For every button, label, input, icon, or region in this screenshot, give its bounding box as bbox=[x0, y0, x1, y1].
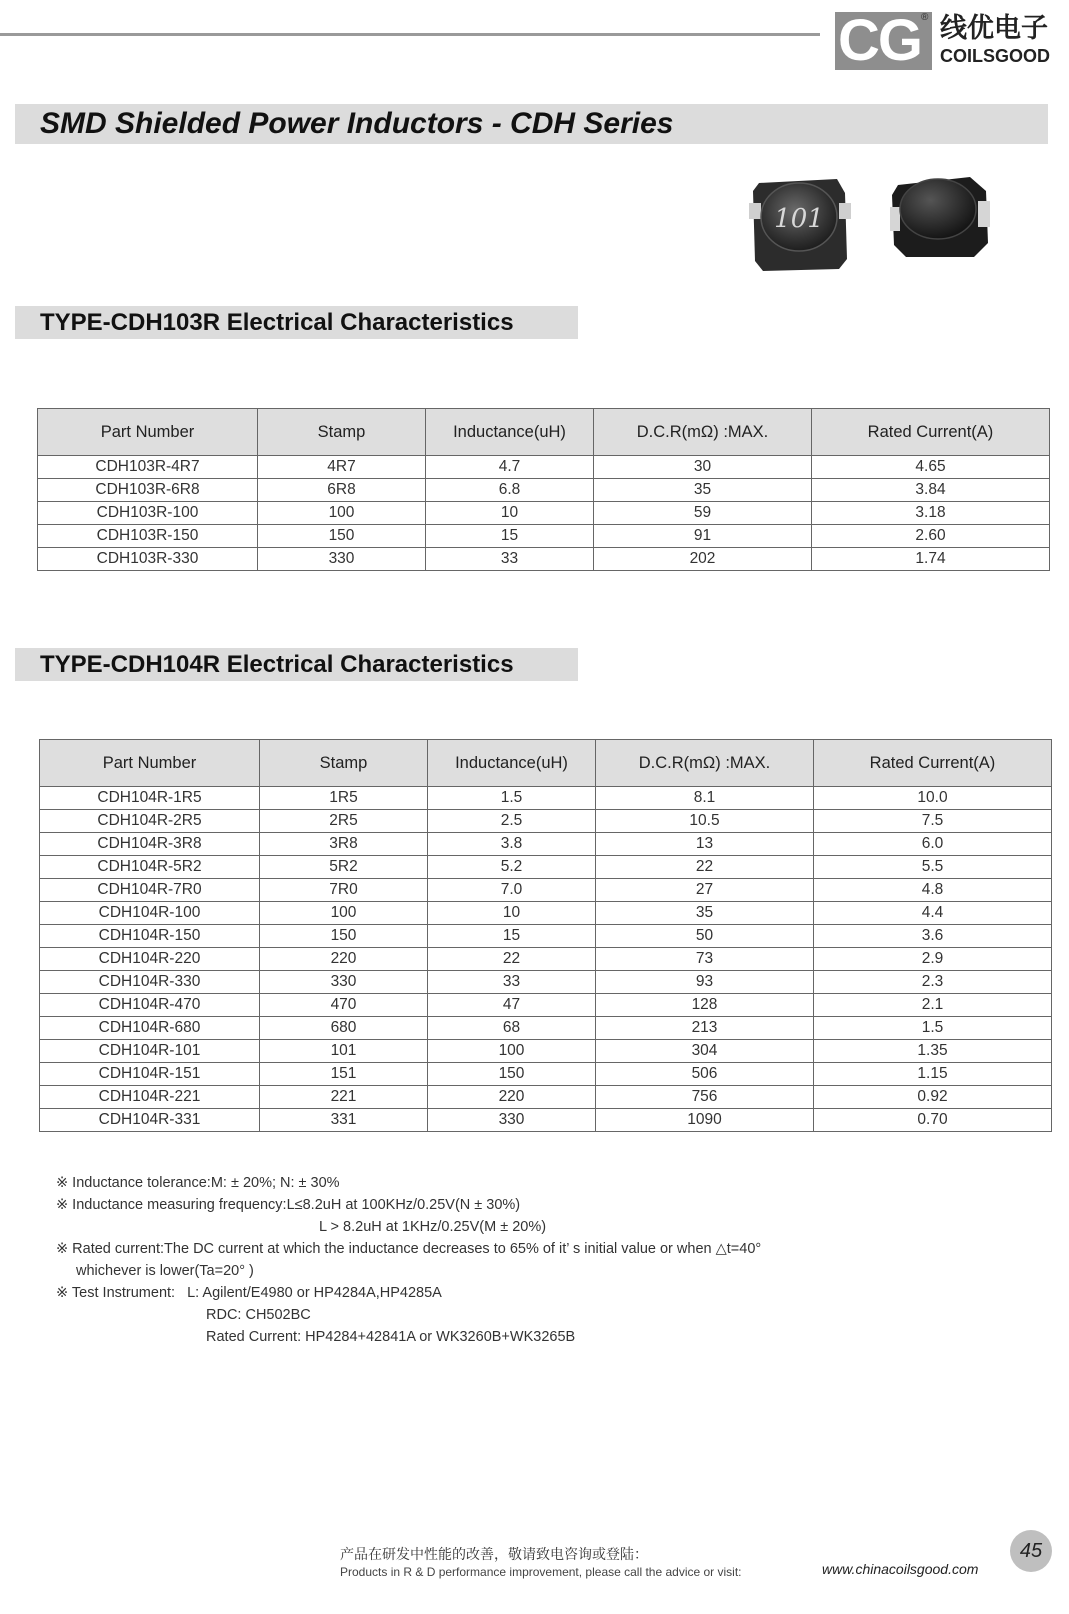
cell-inductance: 220 bbox=[428, 1086, 596, 1109]
cell-inductance: 15 bbox=[426, 525, 594, 548]
cell-stamp: 100 bbox=[258, 502, 426, 525]
cell-part-number: CDH104R-331 bbox=[40, 1109, 260, 1132]
cell-rated-current: 10.0 bbox=[814, 787, 1052, 810]
cell-inductance: 6.8 bbox=[426, 479, 594, 502]
cdh103r-spec-table bbox=[37, 408, 1050, 571]
table-header-row bbox=[40, 740, 1052, 787]
col-rated-current: Rated Current(A) bbox=[814, 740, 1052, 787]
cell-part-number: CDH103R-150 bbox=[38, 525, 258, 548]
cell-stamp: 5R2 bbox=[260, 856, 428, 879]
note-test-rdc: RDC: CH502BC bbox=[206, 1307, 311, 1323]
cell-rated-current: 0.92 bbox=[814, 1086, 1052, 1109]
cell-dcr: 73 bbox=[596, 948, 814, 971]
note-tolerance: ※ Inductance tolerance:M: ± 20%; N: ± 30% bbox=[56, 1175, 340, 1191]
note-test-l: L: Agilent/E4980 or HP4284A,HP4285A bbox=[187, 1285, 442, 1301]
cell-stamp: 1R5 bbox=[260, 787, 428, 810]
note-test-label: ※ Test Instrument: bbox=[56, 1285, 176, 1301]
cell-inductance: 4.7 bbox=[426, 456, 594, 479]
cell-dcr: 13 bbox=[596, 833, 814, 856]
cell-stamp: 151 bbox=[260, 1063, 428, 1086]
cell-part-number: CDH104R-680 bbox=[40, 1017, 260, 1040]
cell-part-number: CDH104R-101 bbox=[40, 1040, 260, 1063]
cell-stamp: 7R0 bbox=[260, 879, 428, 902]
page-number: 45 bbox=[1010, 1530, 1052, 1572]
table-row bbox=[40, 948, 1052, 971]
cell-stamp: 680 bbox=[260, 1017, 428, 1040]
cell-rated-current: 5.5 bbox=[814, 856, 1052, 879]
table-row bbox=[40, 787, 1052, 810]
cell-stamp: 150 bbox=[260, 925, 428, 948]
cell-inductance: 68 bbox=[428, 1017, 596, 1040]
col-stamp: Stamp bbox=[258, 409, 426, 456]
cdh104r-spec-table bbox=[39, 739, 1052, 1132]
col-part-number: Part Number bbox=[38, 409, 258, 456]
cell-stamp: 330 bbox=[258, 548, 426, 571]
cell-inductance: 330 bbox=[428, 1109, 596, 1132]
cell-inductance: 100 bbox=[428, 1040, 596, 1063]
note-frequency-line1: ※ Inductance measuring frequency:L≤8.2uH at 100KHz/0.25V(N ± 30%) bbox=[56, 1197, 521, 1213]
col-dcr: D.C.R(mΩ) :MAX. bbox=[596, 740, 814, 787]
logo-english-name: COILSGOOD bbox=[940, 46, 1051, 66]
inductor-angled-view-image bbox=[890, 173, 990, 259]
cell-dcr: 1090 bbox=[596, 1109, 814, 1132]
cell-stamp: 100 bbox=[260, 902, 428, 925]
cell-dcr: 59 bbox=[594, 502, 812, 525]
col-inductance: Inductance(uH) bbox=[428, 740, 596, 787]
table-row bbox=[38, 502, 1050, 525]
cell-dcr: 27 bbox=[596, 879, 814, 902]
cell-inductance: 5.2 bbox=[428, 856, 596, 879]
cell-stamp: 150 bbox=[258, 525, 426, 548]
table-row bbox=[40, 856, 1052, 879]
cell-dcr: 91 bbox=[594, 525, 812, 548]
cell-dcr: 50 bbox=[596, 925, 814, 948]
cell-rated-current: 6.0 bbox=[814, 833, 1052, 856]
cell-stamp: 6R8 bbox=[258, 479, 426, 502]
cell-stamp: 3R8 bbox=[260, 833, 428, 856]
cell-rated-current: 1.15 bbox=[814, 1063, 1052, 1086]
cell-dcr: 304 bbox=[596, 1040, 814, 1063]
cell-rated-current: 0.70 bbox=[814, 1109, 1052, 1132]
table-header-row bbox=[38, 409, 1050, 456]
cell-part-number: CDH104R-100 bbox=[40, 902, 260, 925]
cell-rated-current: 2.9 bbox=[814, 948, 1052, 971]
cell-inductance: 22 bbox=[428, 948, 596, 971]
cell-dcr: 213 bbox=[596, 1017, 814, 1040]
cell-stamp: 4R7 bbox=[258, 456, 426, 479]
col-dcr: D.C.R(mΩ) :MAX. bbox=[594, 409, 812, 456]
footer-english-text: Products in R & D performance improvement, please call the advice or visit: bbox=[340, 1565, 742, 1579]
logo-registered-mark: ® bbox=[921, 12, 929, 23]
table-row bbox=[40, 971, 1052, 994]
cell-stamp: 221 bbox=[260, 1086, 428, 1109]
table-row bbox=[40, 1109, 1052, 1132]
cell-rated-current: 4.4 bbox=[814, 902, 1052, 925]
cell-rated-current: 4.8 bbox=[814, 879, 1052, 902]
table-row bbox=[40, 1086, 1052, 1109]
note-frequency-line2: L > 8.2uH at 1KHz/0.25V(M ± 20%) bbox=[319, 1219, 547, 1235]
table-row bbox=[40, 833, 1052, 856]
cell-part-number: CDH104R-221 bbox=[40, 1086, 260, 1109]
cell-inductance: 7.0 bbox=[428, 879, 596, 902]
cell-part-number: CDH104R-2R5 bbox=[40, 810, 260, 833]
cell-rated-current: 3.6 bbox=[814, 925, 1052, 948]
cell-rated-current: 2.60 bbox=[812, 525, 1050, 548]
cell-part-number: CDH104R-7R0 bbox=[40, 879, 260, 902]
table-row bbox=[40, 1017, 1052, 1040]
cell-stamp: 330 bbox=[260, 971, 428, 994]
cell-rated-current: 1.74 bbox=[812, 548, 1050, 571]
cell-dcr: 128 bbox=[596, 994, 814, 1017]
table-row bbox=[40, 925, 1052, 948]
cell-inductance: 47 bbox=[428, 994, 596, 1017]
cell-inductance: 150 bbox=[428, 1063, 596, 1086]
table-row bbox=[38, 479, 1050, 502]
footer-chinese-text: 产品在研发中性能的改善，敬请致电咨询或登陆： bbox=[340, 1547, 648, 1563]
col-part-number: Part Number bbox=[40, 740, 260, 787]
note-test-rated: Rated Current: HP4284+42841A or WK3260B+WK3265B bbox=[206, 1329, 576, 1345]
notes-block bbox=[56, 1172, 761, 1348]
cell-rated-current: 4.65 bbox=[812, 456, 1050, 479]
inductor-top-view-image bbox=[749, 173, 851, 273]
cell-dcr: 202 bbox=[594, 548, 812, 571]
cell-rated-current: 2.1 bbox=[814, 994, 1052, 1017]
logo-letters: CG bbox=[838, 8, 921, 73]
cell-stamp: 2R5 bbox=[260, 810, 428, 833]
cell-rated-current: 3.18 bbox=[812, 502, 1050, 525]
cell-part-number: CDH104R-1R5 bbox=[40, 787, 260, 810]
section1-heading: TYPE-CDH103R Electrical Characteristics bbox=[40, 309, 514, 336]
cell-stamp: 331 bbox=[260, 1109, 428, 1132]
cell-dcr: 30 bbox=[594, 456, 812, 479]
note-rated-current-line2: whichever is lower(Ta=20° ) bbox=[76, 1263, 254, 1279]
note-rated-current-line1: ※ Rated current:The DC current at which the inductance decreases to 65% of it’ s initial value or when △t=40° bbox=[56, 1241, 762, 1257]
cell-inductance: 15 bbox=[428, 925, 596, 948]
cell-rated-current: 2.3 bbox=[814, 971, 1052, 994]
cell-inductance: 10 bbox=[428, 902, 596, 925]
table-row bbox=[38, 548, 1050, 571]
cell-part-number: CDH104R-470 bbox=[40, 994, 260, 1017]
cell-part-number: CDH103R-330 bbox=[38, 548, 258, 571]
cell-inductance: 10 bbox=[426, 502, 594, 525]
cell-inductance: 33 bbox=[428, 971, 596, 994]
cell-inductance: 33 bbox=[426, 548, 594, 571]
note-test-instrument bbox=[56, 1282, 761, 1304]
cell-part-number: CDH104R-3R8 bbox=[40, 833, 260, 856]
cell-rated-current: 1.35 bbox=[814, 1040, 1052, 1063]
cell-part-number: CDH104R-5R2 bbox=[40, 856, 260, 879]
col-inductance: Inductance(uH) bbox=[426, 409, 594, 456]
section2-heading: TYPE-CDH104R Electrical Characteristics bbox=[40, 651, 514, 678]
cell-part-number: CDH103R-100 bbox=[38, 502, 258, 525]
cell-inductance: 3.8 bbox=[428, 833, 596, 856]
cell-inductance: 1.5 bbox=[428, 787, 596, 810]
cell-stamp: 470 bbox=[260, 994, 428, 1017]
cell-part-number: CDH104R-150 bbox=[40, 925, 260, 948]
cell-dcr: 35 bbox=[594, 479, 812, 502]
cell-part-number: CDH104R-151 bbox=[40, 1063, 260, 1086]
page-title: SMD Shielded Power Inductors - CDH Series bbox=[40, 107, 674, 140]
header-rule bbox=[0, 33, 820, 36]
table-row bbox=[40, 1063, 1052, 1086]
cell-part-number: CDH103R-6R8 bbox=[38, 479, 258, 502]
logo-chinese-name: 线优电子 bbox=[940, 13, 1048, 44]
col-rated-current: Rated Current(A) bbox=[812, 409, 1050, 456]
table-row bbox=[40, 879, 1052, 902]
table-row bbox=[38, 456, 1050, 479]
cell-rated-current: 3.84 bbox=[812, 479, 1050, 502]
col-stamp: Stamp bbox=[260, 740, 428, 787]
cell-stamp: 220 bbox=[260, 948, 428, 971]
cell-dcr: 10.5 bbox=[596, 810, 814, 833]
table-row bbox=[38, 525, 1050, 548]
cell-stamp: 101 bbox=[260, 1040, 428, 1063]
cell-dcr: 506 bbox=[596, 1063, 814, 1086]
cell-part-number: CDH104R-220 bbox=[40, 948, 260, 971]
cell-inductance: 2.5 bbox=[428, 810, 596, 833]
cell-dcr: 35 bbox=[596, 902, 814, 925]
table-row bbox=[40, 902, 1052, 925]
inductor-stamp-text: 101 bbox=[774, 204, 824, 234]
table-row bbox=[40, 1040, 1052, 1063]
footer-website-link[interactable]: www.chinacoilsgood.com bbox=[822, 1561, 979, 1577]
cell-dcr: 22 bbox=[596, 856, 814, 879]
table-row bbox=[40, 810, 1052, 833]
cell-rated-current: 1.5 bbox=[814, 1017, 1052, 1040]
cell-dcr: 93 bbox=[596, 971, 814, 994]
cell-dcr: 756 bbox=[596, 1086, 814, 1109]
cell-dcr: 8.1 bbox=[596, 787, 814, 810]
cell-part-number: CDH104R-330 bbox=[40, 971, 260, 994]
cell-rated-current: 7.5 bbox=[814, 810, 1052, 833]
table-row bbox=[40, 994, 1052, 1017]
cell-part-number: CDH103R-4R7 bbox=[38, 456, 258, 479]
